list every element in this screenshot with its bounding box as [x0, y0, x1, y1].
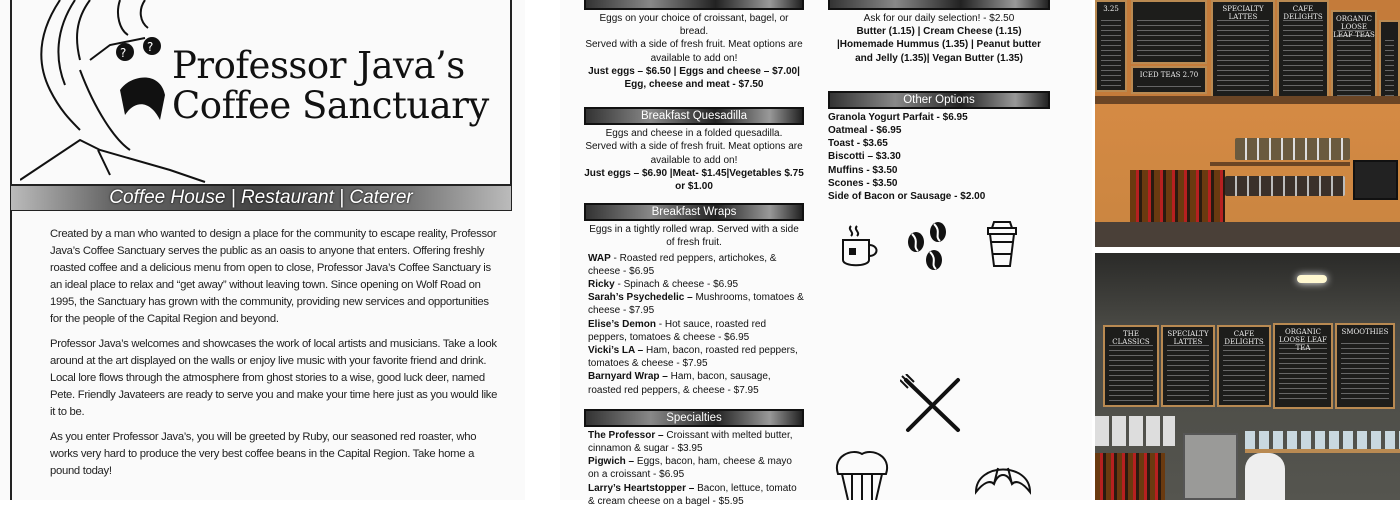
- tagline: Coffee House | Restaurant | Caterer: [109, 187, 413, 208]
- menu-column-left: [584, 0, 804, 508]
- chalkboard-menu: [1103, 325, 1159, 407]
- menu-item-description: Eggs, bacon, ham, cheese & mayo on a croissant - $6.95: [588, 456, 792, 481]
- menu-item: [588, 344, 804, 370]
- menu-item-name: Sarah’s Psychedelic –: [588, 292, 693, 304]
- menu-item-description: - Spinach & cheese - $6.95: [614, 279, 739, 291]
- menu-item-name: Vicki’s LA –: [588, 345, 644, 357]
- chalk-lines: [1167, 341, 1209, 401]
- chalkboard-menu: [1277, 0, 1329, 100]
- chalk-lines: [1217, 16, 1269, 92]
- quesadilla-prices: Just eggs – $6.90 |Meat- $1.45|Vegetables $.75 or $1.00: [584, 167, 804, 193]
- tea-jars: [1225, 176, 1345, 196]
- chalk-lines: [1109, 341, 1153, 401]
- menu-item: Biscotti – $3.30: [828, 151, 901, 163]
- chalkboard-menu: [1131, 0, 1207, 64]
- menu-item-name: Larry’s Heartstopper –: [588, 482, 695, 494]
- menu-item: Oatmeal - $6.95: [828, 125, 902, 137]
- wraps-description: Eggs in a tightly rolled wrap. Served with a side of fresh fruit.: [589, 224, 799, 249]
- section-header-wraps: Breakfast Wraps: [584, 203, 804, 221]
- chalkboard-menu: [1161, 325, 1215, 407]
- menu-item-description: Mushrooms, tomatoes & cheese - $7.95: [588, 292, 804, 317]
- menu-item-name: The Professor –: [588, 429, 664, 441]
- chalk-lines: [1283, 16, 1323, 94]
- menu-item: Side of Bacon or Sausage - $2.00: [828, 191, 986, 203]
- chalkboard-title: 3.25: [1103, 5, 1119, 13]
- brochure-front-page: [0, 0, 525, 500]
- chalk-lines: [1223, 341, 1265, 401]
- sandwich-description: Eggs on your choice of croissant, bagel, or bread.: [599, 13, 789, 38]
- menu-item-description: - Hot sauce, roasted red peppers, tomatoes & cheese - $6.95: [588, 318, 767, 343]
- menu-item: Muffins - $3.50: [828, 164, 898, 176]
- tagline-banner: [10, 185, 512, 211]
- menu-item: Scones - $3.50: [828, 177, 898, 189]
- svg-text:?: ?: [120, 46, 127, 60]
- menu-item: [588, 278, 804, 291]
- bagel-spreads: Butter (1.15) | Cream Cheese (1.15) |Homemade Hummus (1.35) | Peanut butter and Jelly (1.35)| Vegan Butter (1.35): [837, 26, 1041, 64]
- chalk-lines: [1341, 339, 1389, 403]
- bean-bags: [1245, 431, 1400, 449]
- chalkboard-title: THE CLASSICS: [1112, 330, 1150, 346]
- counter: [1095, 222, 1400, 247]
- coffee-beans-icon: [904, 220, 952, 274]
- fork-knife-icon: [900, 374, 966, 436]
- artists-paragraph: Professor Java’s welcomes and showcases the work of local artists and musicians. Take a look around at the art displayed on the walls or enjoy live music with your favorite friend and drink. Local lore flows through the atmosphere from ghost stories to a wise, good luck deer, named Pete. Friendly Javateers are ready to serve you and make your time here just as you would like it to be.: [50, 338, 498, 418]
- syrup-bottles: [1095, 453, 1165, 500]
- quesadilla-side-note: Served with a side of fresh fruit. Meat options are available to add on!: [585, 141, 803, 166]
- menu-item-description: Croissant with melted butter, cinnamon & sugar - $3.95: [588, 429, 793, 455]
- menu-item-name: WAP: [588, 252, 611, 264]
- menu-item: [588, 291, 804, 317]
- menu-item-description: - Roasted red peppers, artichokes, & cheese - $6.95: [588, 252, 777, 277]
- section-header-bagels: [828, 0, 1050, 10]
- counter-photo-bottom: [1095, 253, 1400, 500]
- menu-item-description: Ham, bacon, sausage, roasted red peppers, & cheese - $7.95: [588, 371, 771, 396]
- barista: [1245, 453, 1285, 500]
- menu-item: [588, 252, 804, 278]
- title-line-2: Coffee Sanctuary: [172, 84, 489, 127]
- chalkboard-title: CAFE DELIGHTS: [1283, 5, 1323, 21]
- chalkboard-menu: [1217, 325, 1271, 407]
- svg-text:?: ?: [147, 40, 154, 54]
- coffee-cup-icon: [835, 222, 881, 272]
- coffee-brewer: [1183, 433, 1238, 500]
- chalkboard-menu: [1273, 323, 1333, 409]
- menu-item: [588, 370, 804, 396]
- menu-item: [588, 455, 804, 481]
- menu-item: [588, 318, 804, 344]
- chalk-lines: [1137, 16, 1201, 58]
- breakfast-menu-page: [560, 0, 1092, 507]
- title-line-1: Professor Java’s: [172, 44, 465, 87]
- section-header-quesadilla: Breakfast Quesadilla: [584, 107, 804, 125]
- menu-item: [588, 482, 804, 508]
- chalkboard-menu: [1131, 66, 1207, 94]
- bagels-description: Ask for our daily selection! - $2.50: [863, 13, 1015, 24]
- menu-item-name: Ricky: [588, 279, 615, 291]
- chalkboard-title: CAFE DELIGHTS: [1224, 330, 1264, 346]
- chalk-lines: [1385, 36, 1394, 96]
- chalk-lines: [1101, 16, 1121, 86]
- sandwich-side-note: Served with a side of fresh fruit. Meat options are available to add on!: [585, 39, 803, 64]
- section-header-sandwich: [584, 0, 804, 10]
- chalkboard-title: SPECIALTY LATTES: [1222, 5, 1264, 21]
- section-header-specialties: Specialties: [584, 409, 804, 427]
- quesadilla-description: Eggs and cheese in a folded quesadilla.: [605, 128, 783, 140]
- chalkboard-title: ORGANIC LOOSE LEAF TEA: [1279, 328, 1327, 352]
- croissant-icon: [972, 452, 1034, 500]
- ceiling-lamp: [1297, 275, 1327, 283]
- chalkboard-menu: [1095, 0, 1127, 92]
- chalkboard-title: SMOOTHIES: [1341, 328, 1389, 336]
- menu-item: Toast - $3.65: [828, 138, 888, 150]
- menu-item-description: Bacon, lettuce, tomato & cream cheese on a bagel - $5.95: [588, 482, 797, 507]
- jar-shelf: [1210, 162, 1350, 166]
- menu-item-description: Ham, bacon, roasted red peppers, tomatoes & cheese - $7.95: [588, 345, 798, 370]
- sandwich-prices: Just eggs – $6.50 | Eggs and cheese – $7.00| Egg, cheese and meat - $7.50: [588, 65, 800, 91]
- menu-item-name: Elise’s Demon: [588, 318, 656, 330]
- chalkboard-title: SPECIALTY LATTES: [1167, 330, 1209, 346]
- intro-paragraph: Created by a man who wanted to design a place for the community to escape reality, Professor Java’s Coffee Sanctuary serves the public as an oasis to anyone that enters. Offering freshly roasted coffee and a delicious menu from open to close, Professor Java’s Coffee Sanctuary is an ideal place to relax and “get away” without leaving town. Since opening on Wolf Road on 1995, the Sanctuary has grown with the community, providing new services and opportunities for the people of the Capital Region and beyond.: [50, 228, 497, 325]
- counter-photo-top: [1095, 0, 1400, 247]
- chalkboard-menu: [1335, 323, 1395, 409]
- chalkboard-menu: [1379, 20, 1400, 102]
- section-header-other-options: Other Options: [828, 91, 1050, 109]
- menu-item-name: Barnyard Wrap –: [588, 371, 668, 383]
- cafe-photos: [1095, 0, 1400, 500]
- posted-notes: [1095, 416, 1175, 446]
- roaster-paragraph: As you enter Professor Java’s, you will be greeted by Ruby, our seasoned red roaster, who works very hard to produce the very best coffee beans in the Capital Region. Take home a pound today!: [50, 431, 477, 477]
- cash-register: [1353, 160, 1398, 200]
- chalkboard-title: ORGANIC LOOSE LEAF TEAS: [1333, 15, 1375, 39]
- chalkboard-title: ICED TEAS 2.70: [1139, 71, 1199, 79]
- cafe-title: [172, 46, 489, 126]
- menu-item: [588, 429, 804, 455]
- brochure-body: [50, 226, 498, 488]
- tea-jars: [1235, 138, 1350, 160]
- chalkboard-menu: [1211, 0, 1275, 98]
- menu-item: Granola Yogurt Parfait - $6.95: [828, 111, 968, 123]
- menu-item-name: Pigwich –: [588, 456, 635, 468]
- page-border: [10, 211, 12, 500]
- muffin-icon: [832, 448, 892, 500]
- to-go-cup-icon: [984, 220, 1020, 270]
- chalkboard-menu: [1331, 10, 1377, 102]
- board-ledge: [1095, 96, 1400, 104]
- menu-column-right: [828, 0, 1050, 203]
- chalk-lines: [1137, 82, 1201, 88]
